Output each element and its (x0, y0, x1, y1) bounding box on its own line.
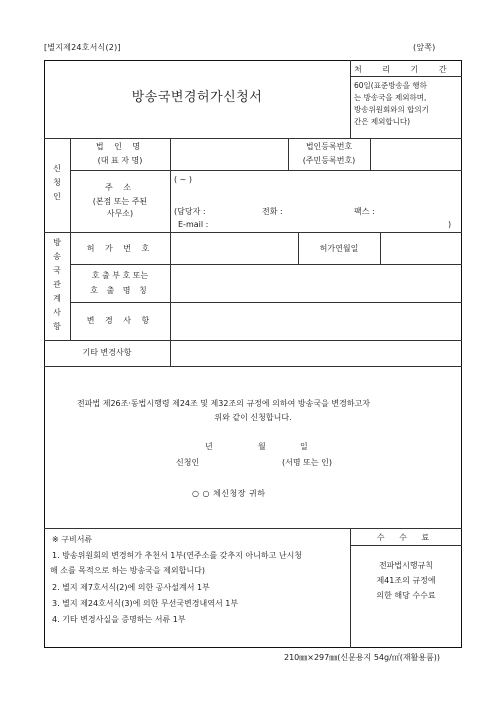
required-doc-item: 2. 별지 제7호서식(2)에 의한 공사설계서 1부 (52, 583, 210, 592)
month-label: 월 (258, 442, 266, 451)
email-label: E-mail : (178, 220, 209, 229)
required-doc-item: 해 소를 목적으로 하는 방송국을 제외합니다) (50, 566, 205, 575)
license-date-field[interactable] (382, 234, 460, 262)
corp-name-label: 법 인 명 (95, 142, 145, 151)
divider (350, 76, 462, 77)
station-section-label: 방송국관계사항 (53, 238, 61, 331)
fax-label: 팩스 : (354, 207, 375, 216)
divider (44, 138, 462, 139)
changes-label: 변 경 사 항 (86, 316, 154, 325)
divider (370, 138, 371, 170)
required-doc-item: 4. 기타 변경사실을 증명하는 서류 1부 (52, 615, 186, 624)
divider (70, 264, 462, 265)
callsign-name-label: 호 출 명 칭 (90, 286, 150, 295)
applicant-section-label: 신청인 (53, 164, 61, 201)
address-sub-label: 사무소) (106, 209, 134, 218)
divider (70, 138, 71, 340)
divider (70, 302, 462, 303)
divider (44, 340, 462, 341)
callsign-label: 호 출 부 호 또는 (91, 271, 149, 280)
required-docs-header: ※ 구비서류 (52, 535, 93, 544)
fee-text: 제41조의 규정에 (376, 576, 436, 585)
divider (350, 545, 462, 546)
phone-label: 전화 : (262, 207, 283, 216)
fee-text: 전파법시행규칙 (378, 561, 434, 570)
close-paren: ) (448, 220, 452, 229)
divider (44, 232, 462, 233)
divider (350, 528, 351, 648)
applicant-sign-label: 신청인 (176, 458, 200, 467)
day-label: 일 (300, 442, 308, 451)
signature-label: (서명 또는 인) (282, 458, 332, 467)
processing-period-line: 60일(표준방송을 행하 (354, 81, 427, 90)
corp-reg-no-field[interactable] (372, 140, 460, 168)
resident-reg-no-label: (주민등록번호) (302, 156, 356, 165)
contact-person-label: (담당자 : (174, 207, 206, 216)
divider (44, 528, 462, 529)
processing-period-label: 처 리 기 간 (354, 65, 456, 74)
divider (380, 232, 381, 264)
license-date-label: 허가연월일 (319, 244, 359, 253)
address-label: 주 소 (105, 183, 135, 192)
address-sub-label: (본점 또는 주된 (92, 197, 148, 206)
declaration-text: 위와 같이 신청합니다. (214, 413, 292, 422)
divider (350, 60, 351, 138)
page-side-label: (앞쪽) (413, 43, 436, 52)
paper-spec-footer: 210㎜×297㎜(신문용지 54g/㎡(재활용품)) (284, 653, 441, 662)
recipient-label: ○ ○ 체신청장 귀하 (192, 489, 266, 498)
required-doc-item: 3. 별지 제24호서식(3)에 의한 무선국변경내역서 1부 (52, 599, 239, 608)
form-title: 방송국변경허가신청서 (131, 90, 263, 105)
year-label: 년 (205, 442, 213, 451)
license-no-label: 허 가 번 호 (86, 244, 154, 253)
processing-period-line: 간은 제외합니다) (354, 117, 411, 126)
corp-name-field[interactable] (172, 140, 286, 168)
changes-field[interactable] (172, 304, 460, 338)
processing-period-line: 는 방송국을 제외하며, (354, 93, 427, 102)
form-number: [별지제24호서식(2)] (44, 43, 121, 52)
license-no-field[interactable] (172, 234, 296, 262)
fee-label: 수 수 료 (376, 533, 436, 542)
other-changes-label: 기타 변경사항 (82, 348, 132, 357)
declaration-text: 전파법 제26조·동법시행령 제24조 및 제32조의 규정에 의하여 방송국을 변경하고자 (77, 399, 370, 408)
corp-reg-no-label: 법인등록번호 (305, 142, 353, 151)
other-changes-field[interactable] (172, 342, 460, 364)
fee-text: 의한 해당 수수료 (376, 591, 436, 600)
required-doc-item: 1. 방송위원회의 변경허가 추천서 1부(연주소를 갖추지 아니하고 난시청 (52, 551, 303, 560)
divider (44, 366, 462, 367)
processing-period-line: 방송위원회와의 합의기 (354, 105, 429, 114)
callsign-field[interactable] (172, 266, 460, 300)
divider (70, 170, 462, 171)
phone-area-code[interactable]: ( ~ ) (174, 175, 193, 184)
divider (170, 138, 171, 366)
rep-name-label: (대 표 자 명) (97, 156, 143, 165)
